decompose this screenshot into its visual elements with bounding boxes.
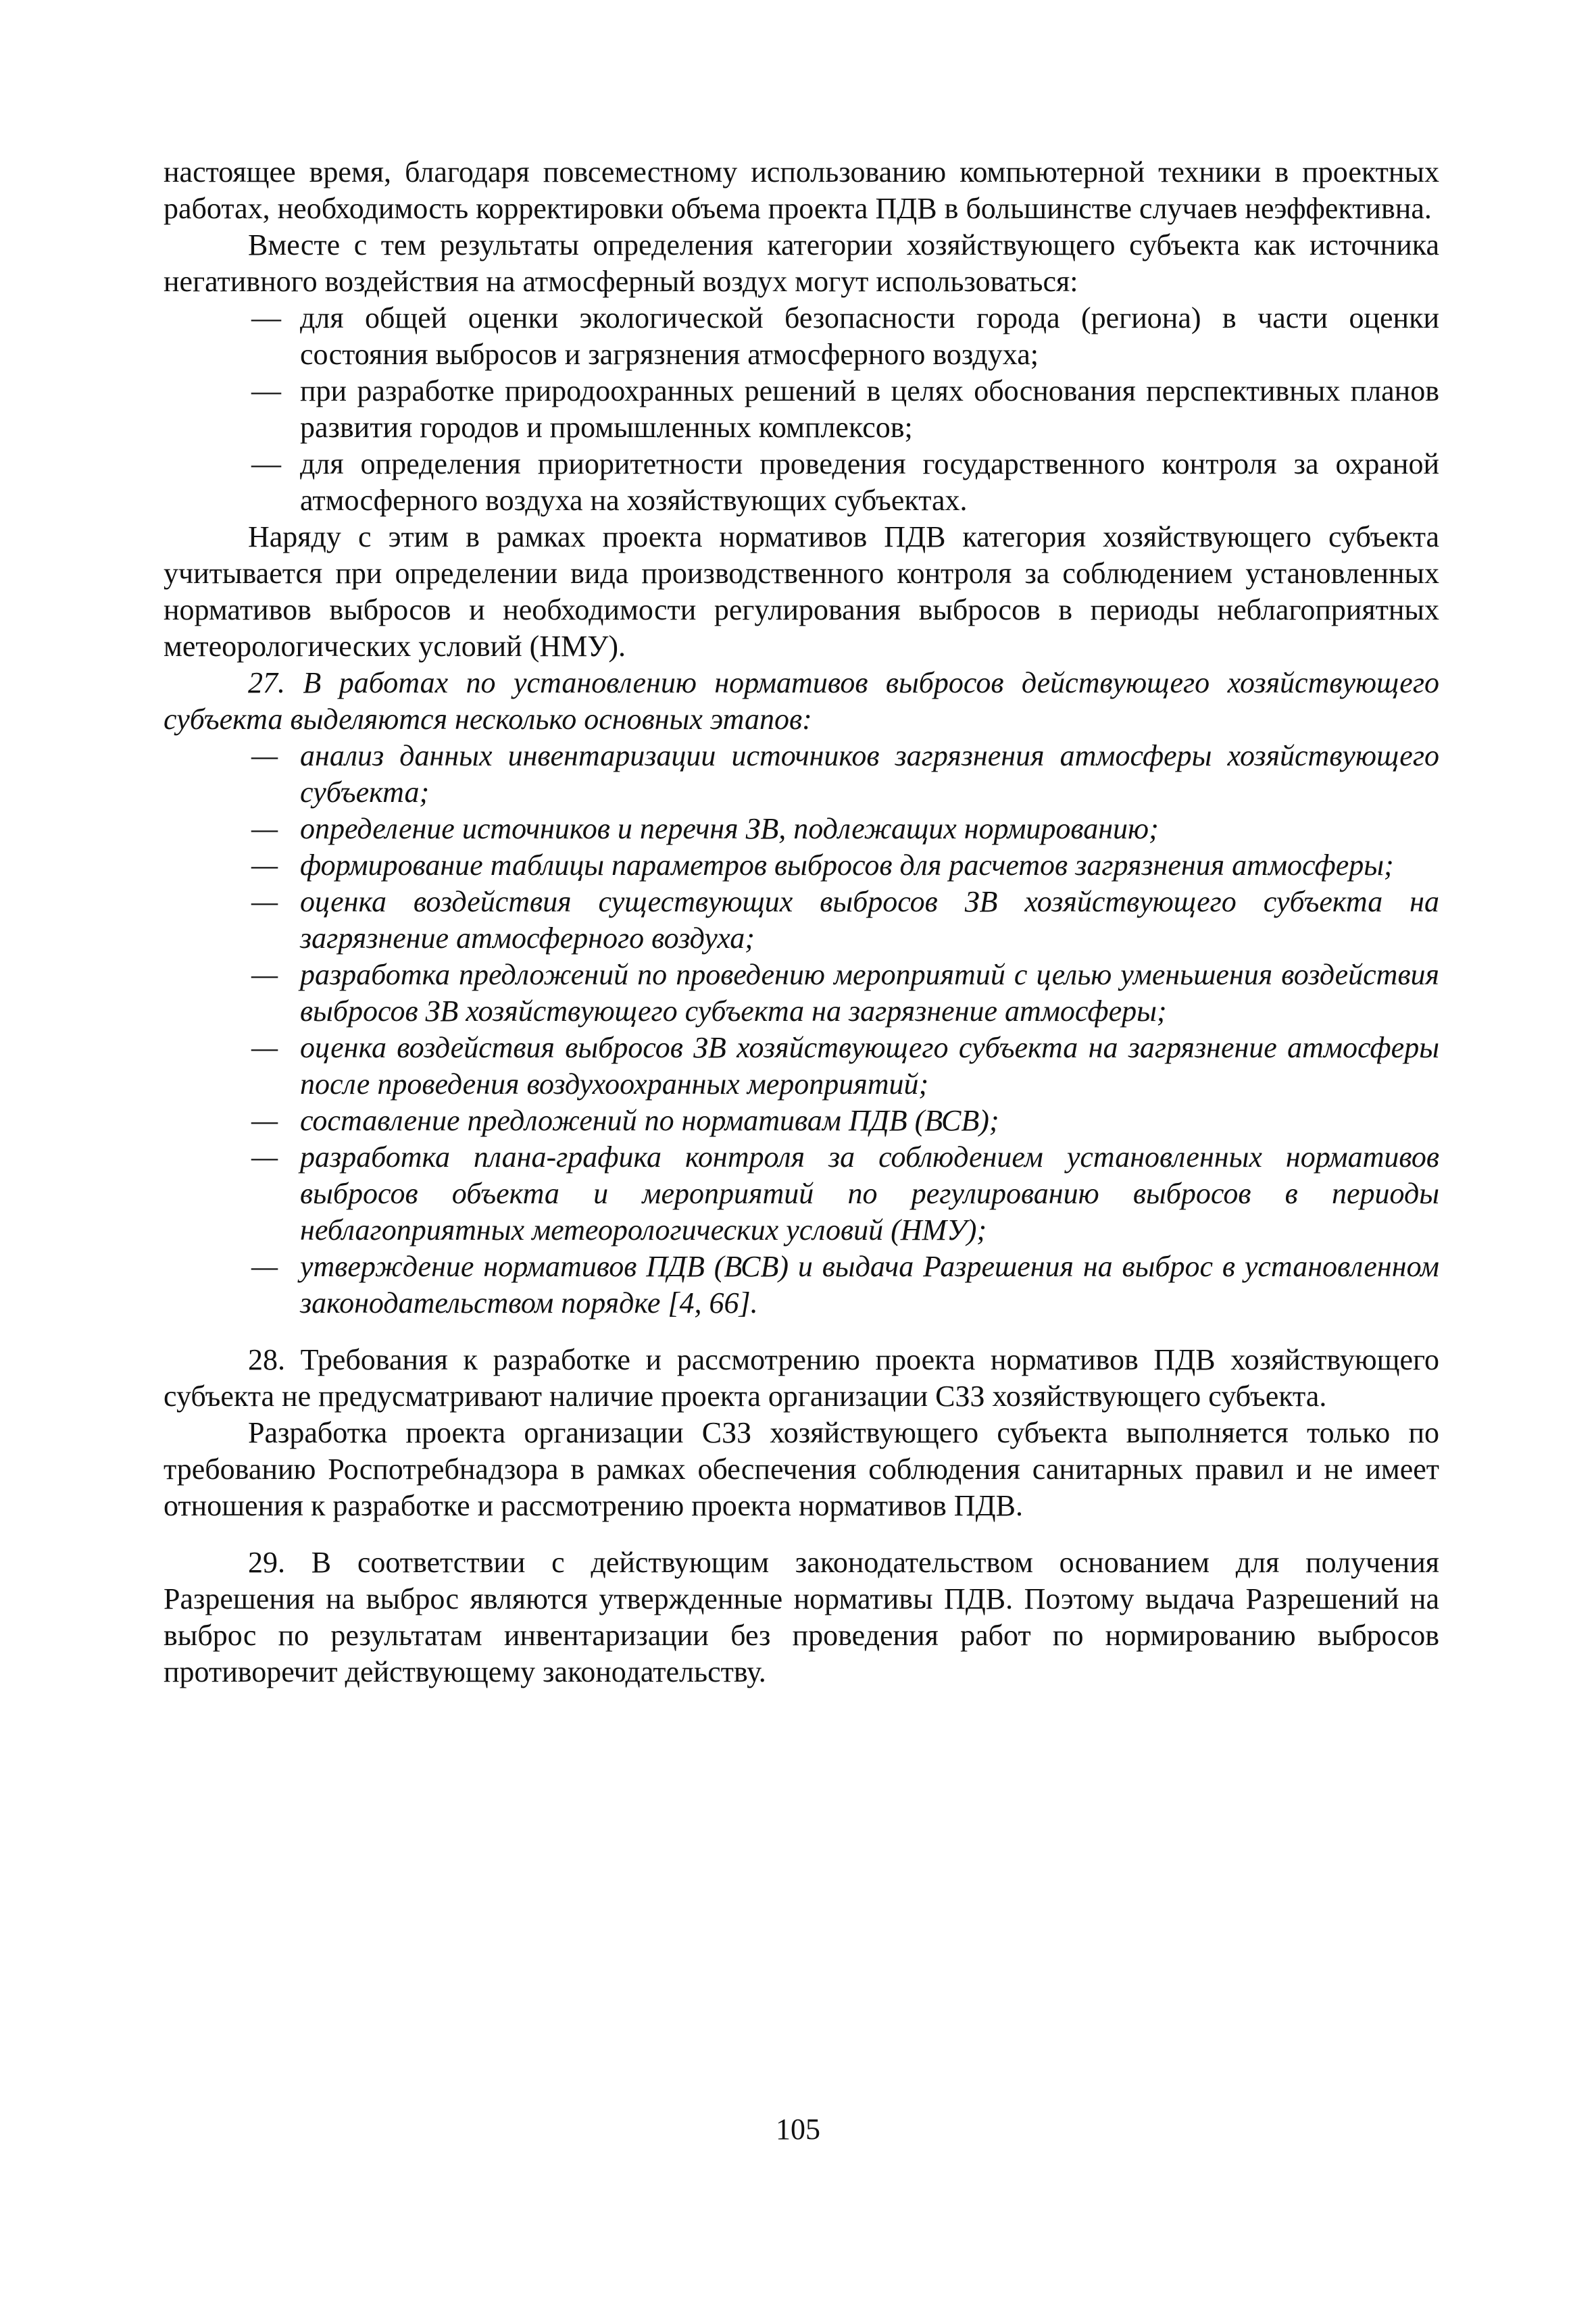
list-item-text: разработка предложений по проведению мероприятий с целью уменьшения воздействия выбросов ЗВ хозяйствующего субъекта на загрязнение атмосферы; [300,958,1439,1028]
list-item [164,373,1439,446]
dash-marker: — [251,301,281,334]
dash-marker: — [251,885,278,918]
list-item [164,1249,1439,1322]
paragraph-item-29: 29. В соответствии с действующим законодательством основанием для получения Разрешения на выброс являются утвержденные нормативы ПДВ. Поэтому выдача Разрешений на выброс по результатам инвентаризации без проведения работ по нормированию выбросов противоречит действующему законодательству. [164,1546,1439,1688]
list-item-text: разработка плана-графика контроля за соблюдением установленных нормативов выбросов объекта и мероприятий по регулированию выбросов в периоды неблагоприятных метеорологических условий (НМУ); [300,1140,1439,1247]
dash-marker: — [251,374,281,407]
paragraph-szz-project: Разработка проекта организации СЗЗ хозяйствующего субъекта выполняется только по требованию Роспотребнадзора в рамках обеспечения соблюдения санитарных правил и не имеет отношения к разработке и рассмотрению проекта нормативов ПДВ. [164,1416,1439,1522]
paragraph-continuation: настоящее время, благодаря повсеместному использованию компьютерной техники в проектных работах, необходимость корректировки объема проекта ПДВ в большинстве случаев неэффективна. [164,155,1439,225]
list-item [164,1030,1439,1103]
dash-marker: — [251,1104,278,1137]
list-item-text: составление предложений по нормативам ПДВ (ВСВ); [300,1104,999,1137]
list-item [164,738,1439,811]
paragraph-item-27: 27. В работах по установлению нормативов выбросов действующего хозяйствующего субъекта выделяются несколько основных этапов: [164,666,1439,736]
list-item-text: для общей оценки экологической безопасности города (региона) в части оценки состояния выбросов и загрязнения атмосферного воздуха; [300,301,1439,371]
paragraph-production-control: Наряду с этим в рамках проекта нормативов ПДВ категория хозяйствующего субъекта учитывается при определении вида производственного контроля за соблюдением установленных нормативов выбросов и необходимости регулирования выбросов в периоды неблагоприятных метеорологических условий (НМУ). [164,520,1439,663]
paragraph-category-usage: Вместе с тем результаты определения категории хозяйствующего субъекта как источника негативного воздействия на атмосферный воздух могут использоваться: [164,228,1439,298]
dash-marker: — [251,849,278,882]
dash-marker: — [251,1140,278,1174]
usage-list [164,300,1439,519]
list-item-text: определение источников и перечня ЗВ, подлежащих нормированию; [300,812,1159,845]
list-item [164,1103,1439,1139]
list-item-text: утверждение нормативов ПДВ (ВСВ) и выдача Разрешения на выброс в установленном законодательством порядке [4, 66]. [300,1250,1439,1319]
list-item-text: для определения приоритетности проведения государственного контроля за охраной атмосферного воздуха на хозяйствующих субъектах. [300,447,1439,517]
list-item [164,300,1439,373]
dash-marker: — [251,1031,278,1064]
page-number: 105 [776,2113,820,2146]
list-item-text: формирование таблицы параметров выбросов для расчетов загрязнения атмосферы; [300,849,1394,882]
stages-list [164,738,1439,1322]
list-item [164,811,1439,847]
list-item [164,1139,1439,1249]
list-item-text: оценка воздействия выбросов ЗВ хозяйствующего субъекта на загрязнение атмосферы после проведения воздухоохранных мероприятий; [300,1031,1439,1101]
dash-marker: — [251,812,278,845]
list-item [164,847,1439,884]
list-item [164,884,1439,957]
list-item [164,446,1439,519]
dash-marker: — [251,739,278,772]
document-page [164,154,1439,1690]
dash-marker: — [251,447,281,480]
list-item-text: при разработке природоохранных решений в целях обоснования перспективных планов развития городов и промышленных комплексов; [300,374,1439,444]
paragraph-item-28: 28. Требования к разработке и рассмотрению проекта нормативов ПДВ хозяйствующего субъекта не предусматривают наличие проекта организации СЗЗ хозяйствующего субъекта. [164,1343,1439,1413]
dash-marker: — [251,1250,278,1283]
list-item [164,957,1439,1030]
list-item-text: анализ данных инвентаризации источников загрязнения атмосферы хозяйствующего субъекта; [300,739,1439,809]
list-item-text: оценка воздействия существующих выбросов ЗВ хозяйствующего субъекта на загрязнение атмосферного воздуха; [300,885,1439,955]
dash-marker: — [251,958,278,991]
